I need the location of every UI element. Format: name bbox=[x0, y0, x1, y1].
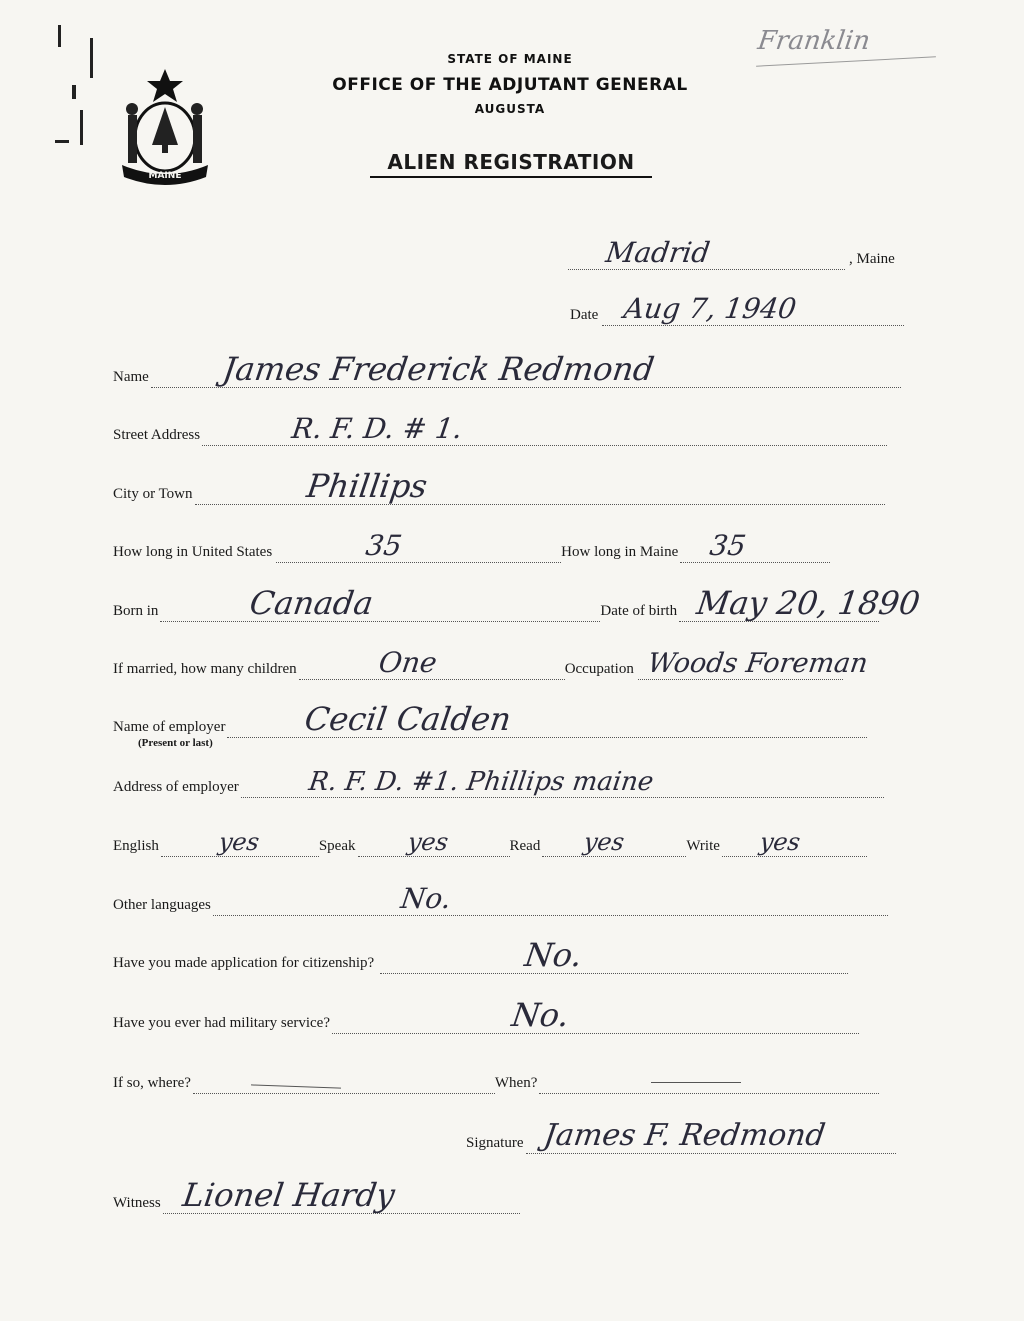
employer-address-field[interactable] bbox=[241, 767, 884, 798]
employer-address-value: R. F. D. #1. Phillips maine bbox=[306, 767, 656, 797]
employer-sublabel: (Present or last) bbox=[138, 737, 213, 749]
scan-mark bbox=[55, 140, 69, 143]
town-field[interactable] bbox=[568, 236, 845, 270]
occupation-field[interactable] bbox=[638, 648, 870, 680]
county-note bbox=[748, 18, 938, 68]
citizenship-field[interactable] bbox=[380, 936, 848, 974]
town-suffix: , Maine bbox=[849, 251, 895, 267]
form-title: ALIEN REGISTRATION bbox=[370, 150, 652, 178]
other-lang-label: Other languages bbox=[113, 897, 211, 913]
other-lang-field[interactable] bbox=[213, 882, 888, 916]
children-label: If married, how many children bbox=[113, 661, 297, 677]
us-row bbox=[113, 529, 830, 563]
military-field[interactable] bbox=[332, 996, 859, 1034]
employer-field[interactable] bbox=[227, 700, 867, 738]
city-field[interactable] bbox=[195, 467, 885, 505]
date-row bbox=[570, 292, 904, 326]
maine-label: How long in Maine bbox=[561, 544, 679, 560]
where-field[interactable] bbox=[193, 1067, 495, 1094]
children-field[interactable] bbox=[299, 646, 565, 680]
speak-label: Speak bbox=[318, 838, 356, 854]
employer-address-label: Address of employer bbox=[113, 779, 239, 795]
children-value: One bbox=[376, 646, 439, 679]
english-row bbox=[113, 829, 867, 857]
citizenship-label: Have you made application for citizenship? bbox=[113, 955, 375, 971]
when-label: When? bbox=[494, 1075, 538, 1091]
maine-value: 35 bbox=[707, 529, 749, 562]
military-value: No. bbox=[509, 996, 572, 1034]
maine-field[interactable] bbox=[680, 529, 830, 563]
seal-banner-text: MAINE bbox=[148, 171, 182, 181]
us-label: How long in United States bbox=[113, 544, 273, 560]
write-value: yes bbox=[757, 828, 802, 856]
dob-field[interactable] bbox=[679, 584, 923, 622]
header-city: AUGUSTA bbox=[474, 102, 546, 116]
street-label: Street Address bbox=[113, 427, 201, 443]
employer-address-row bbox=[113, 767, 884, 798]
where-dash bbox=[251, 1084, 341, 1088]
citizenship-value: No. bbox=[522, 936, 585, 974]
where-label: If so, where? bbox=[113, 1075, 191, 1091]
name-row bbox=[113, 350, 901, 388]
header-state: STATE OF MAINE bbox=[447, 52, 573, 66]
speak-value: yes bbox=[405, 828, 450, 856]
street-row bbox=[113, 412, 887, 446]
employer-value: Cecil Calden bbox=[302, 700, 514, 738]
street-value: R. F. D. # 1. bbox=[289, 412, 465, 445]
town-row bbox=[568, 236, 895, 270]
read-field[interactable] bbox=[542, 830, 686, 857]
scan-mark bbox=[90, 38, 93, 78]
when-field[interactable] bbox=[539, 1067, 879, 1094]
name-value: James Frederick Redmond bbox=[220, 350, 657, 388]
scan-mark bbox=[72, 85, 76, 99]
born-field[interactable] bbox=[160, 584, 600, 622]
signature-label: Signature bbox=[466, 1135, 524, 1151]
street-field[interactable] bbox=[202, 412, 887, 446]
born-label: Born in bbox=[113, 603, 159, 619]
when-dash bbox=[651, 1082, 741, 1083]
where-row bbox=[113, 1066, 879, 1094]
date-value: Aug 7, 1940 bbox=[622, 292, 799, 325]
name-label: Name bbox=[113, 369, 149, 385]
other-lang-value: No. bbox=[398, 882, 454, 915]
dob-label: Date of birth bbox=[600, 603, 678, 619]
dob-value: May 20, 1890 bbox=[694, 584, 923, 622]
other-lang-row bbox=[113, 882, 888, 916]
city-value: Phillips bbox=[303, 467, 430, 505]
english-field[interactable] bbox=[161, 830, 319, 857]
scan-mark bbox=[58, 25, 61, 47]
children-row bbox=[113, 646, 870, 680]
english-label: English bbox=[113, 838, 159, 854]
read-label: Read bbox=[509, 838, 541, 854]
name-field[interactable] bbox=[151, 350, 901, 388]
read-value: yes bbox=[582, 828, 627, 856]
date-field[interactable] bbox=[602, 292, 904, 326]
scan-mark bbox=[80, 110, 83, 145]
witness-field[interactable] bbox=[163, 1176, 520, 1214]
english-value: yes bbox=[216, 828, 261, 856]
date-label: Date bbox=[570, 307, 599, 323]
employer-row bbox=[113, 700, 867, 738]
us-value: 35 bbox=[363, 529, 405, 562]
county-note-text: Franklin bbox=[755, 26, 872, 56]
military-label: Have you ever had military service? bbox=[113, 1015, 330, 1031]
military-row bbox=[113, 996, 859, 1034]
signature-row bbox=[466, 1118, 896, 1154]
speak-field[interactable] bbox=[358, 830, 510, 857]
us-field[interactable] bbox=[276, 529, 561, 563]
occupation-label: Occupation bbox=[564, 661, 634, 677]
signature-value: James F. Redmond bbox=[541, 1118, 827, 1153]
witness-label: Witness bbox=[113, 1195, 161, 1211]
witness-value: Lionel Hardy bbox=[180, 1176, 397, 1214]
witness-row bbox=[113, 1176, 520, 1214]
citizenship-row bbox=[113, 936, 848, 974]
born-row bbox=[113, 584, 923, 622]
write-field[interactable] bbox=[722, 830, 867, 857]
city-label: City or Town bbox=[113, 486, 193, 502]
employer-label: Name of employer bbox=[113, 719, 226, 735]
header-office: OFFICE OF THE ADJUTANT GENERAL bbox=[332, 75, 688, 95]
occupation-value: Woods Foreman bbox=[645, 648, 870, 679]
born-value: Canada bbox=[247, 584, 376, 622]
signature-field[interactable] bbox=[526, 1118, 896, 1154]
town-value: Madrid bbox=[603, 236, 712, 269]
write-label: Write bbox=[686, 838, 720, 854]
city-row bbox=[113, 467, 885, 505]
state-seal bbox=[110, 65, 220, 190]
